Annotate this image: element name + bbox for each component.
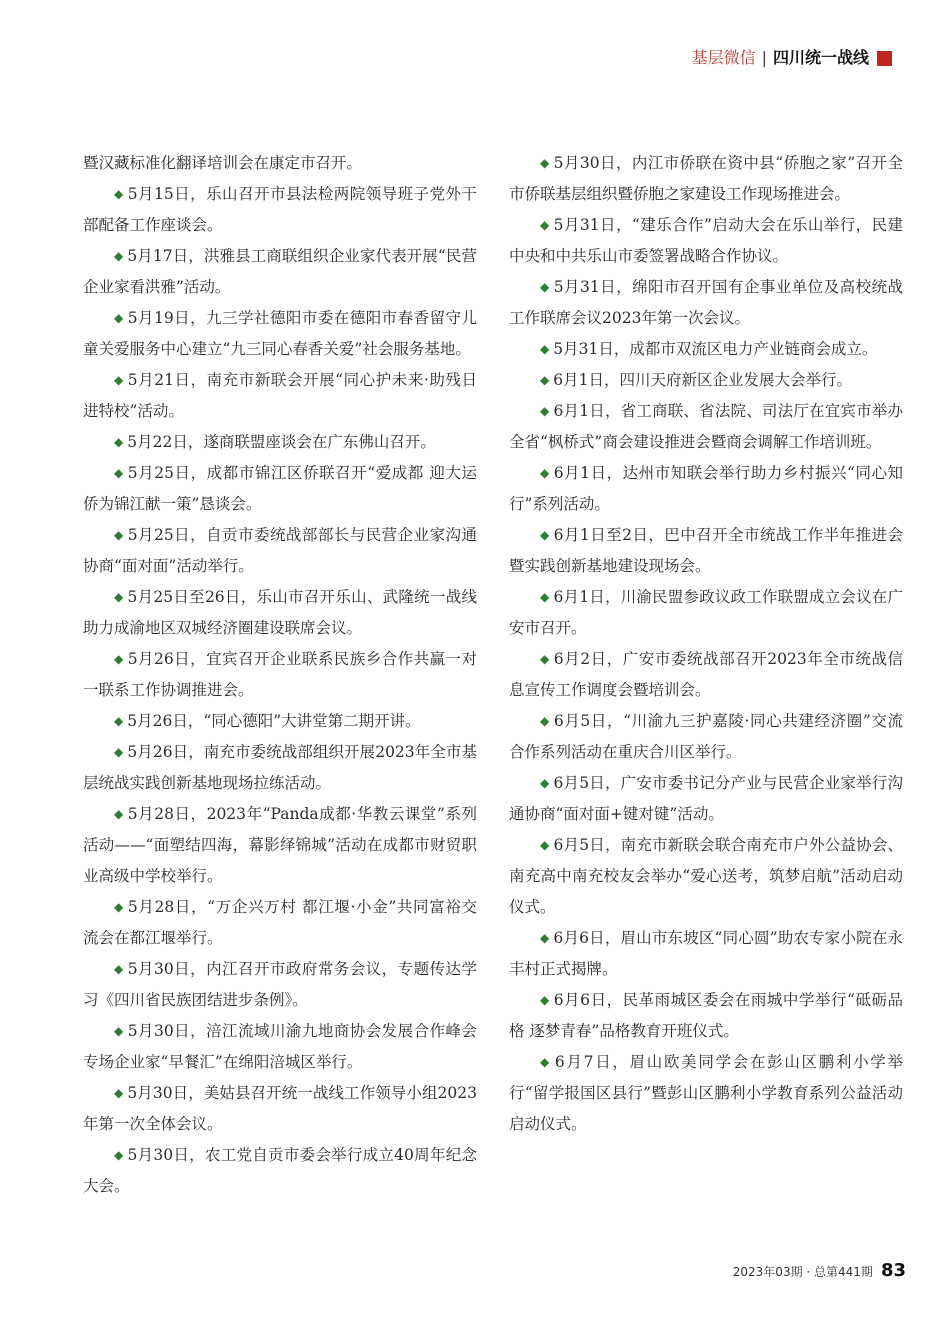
- diamond-bullet-icon: ◆: [114, 435, 124, 449]
- diamond-bullet-icon: ◆: [540, 280, 550, 294]
- news-item: ◆ 5月22日，遂商联盟座谈会在广东佛山召开。: [114, 433, 436, 451]
- news-item: ◆ 5月19日，九三学社德阳市委在德阳市春香留守儿童关爱服务中心建立“九三同心春香关爱”社会服务基地。: [83, 309, 477, 358]
- page-footer: [733, 1260, 906, 1281]
- continuation-text: 暨汉藏标准化翻译培训会在康定市召开。: [83, 154, 363, 172]
- diamond-bullet-icon: ◆: [540, 714, 550, 728]
- news-item: ◆ 5月31日，“建乐合作”启动大会在乐山举行，民建中央和中共乐山市委签署战略合作协议。: [509, 216, 903, 265]
- diamond-bullet-icon: ◆: [114, 373, 124, 387]
- diamond-bullet-icon: ◆: [540, 404, 550, 418]
- news-item: ◆ 6月1日至2日，巴中召开全市统战工作半年推进会暨实践创新基地建设现场会。: [509, 526, 903, 575]
- news-item: ◆ 6月7日，眉山欧美同学会在彭山区鹏利小学举行“留学报国区县行”暨彭山区鹏利小学教育系列公益活动启动仪式。: [509, 1053, 903, 1133]
- news-item: ◆ 6月5日，广安市委书记分产业与民营企业家举行沟通协商“面对面+键对键”活动。: [509, 774, 903, 823]
- news-item: ◆ 6月1日，四川天府新区企业发展大会举行。: [540, 371, 852, 389]
- diamond-bullet-icon: ◆: [114, 962, 124, 976]
- news-item: ◆ 5月25日至26日，乐山市召开乐山、武隆统一战线助力成渝地区双城经济圈建设联席会议。: [83, 588, 477, 637]
- diamond-bullet-icon: ◆: [540, 373, 550, 387]
- news-item: ◆ 5月25日，自贡市委统战部部长与民营企业家沟通协商“面对面”活动举行。: [83, 526, 477, 575]
- diamond-bullet-icon: ◆: [540, 528, 550, 542]
- diamond-bullet-icon: ◆: [540, 590, 550, 604]
- diamond-bullet-icon: ◆: [540, 652, 550, 666]
- news-item: ◆ 5月21日，南充市新联会开展“同心护未来·助残日进特校”活动。: [83, 371, 478, 420]
- right-column: [509, 148, 903, 1140]
- news-item: ◆ 5月28日，“万企兴万村 都江堰·小金”共同富裕交流会在都江堰举行。: [83, 898, 477, 947]
- diamond-bullet-icon: ◆: [114, 1024, 124, 1038]
- diamond-bullet-icon: ◆: [114, 528, 124, 542]
- diamond-bullet-icon: ◆: [540, 1055, 551, 1069]
- news-item: ◆ 5月15日，乐山召开市县法检两院领导班子党外干部配备工作座谈会。: [83, 185, 477, 234]
- diamond-bullet-icon: ◆: [540, 993, 550, 1007]
- news-item: ◆ 6月5日，“川渝九三护嘉陵·同心共建经济圈”交流合作系列活动在重庆合川区举行。: [509, 712, 903, 761]
- diamond-bullet-icon: ◆: [540, 931, 550, 945]
- diamond-bullet-icon: ◆: [114, 652, 124, 666]
- publication-name: 四川统一战线: [772, 48, 869, 67]
- diamond-bullet-icon: ◆: [540, 466, 550, 480]
- news-item: ◆ 6月1日，省工商联、省法院、司法厅在宜宾市举办全省“枫桥式”商会建设推进会暨商会调解工作培训班。: [509, 402, 903, 451]
- news-item: ◆ 5月30日，内江市侨联在资中县“侨胞之家”召开全市侨联基层组织暨侨胞之家建设工作现场推进会。: [509, 154, 903, 203]
- news-item: ◆ 5月25日，成都市锦江区侨联召开“爱成都 迎大运 侨为锦江献一策”恳谈会。: [83, 464, 478, 513]
- section-label: 基层微信: [691, 48, 756, 67]
- header-separator: |: [761, 48, 767, 67]
- diamond-bullet-icon: ◆: [114, 745, 124, 759]
- diamond-bullet-icon: ◆: [540, 776, 550, 790]
- page-header: [692, 46, 892, 70]
- news-item: ◆ 5月30日，涪江流域川渝九地商协会发展合作峰会专场企业家“早餐汇”在绵阳涪城区举行。: [83, 1022, 477, 1071]
- diamond-bullet-icon: ◆: [540, 156, 550, 170]
- news-item: ◆ 5月17日，洪雅县工商联组织企业家代表开展“民营企业家看洪雅”活动。: [83, 247, 477, 296]
- diamond-bullet-icon: ◆: [540, 838, 550, 852]
- diamond-bullet-icon: ◆: [114, 311, 124, 325]
- news-item: ◆ 6月1日，达州市知联会举行助力乡村振兴“同心知行”系列活动。: [509, 464, 903, 513]
- diamond-bullet-icon: ◆: [114, 714, 124, 728]
- news-item: ◆ 6月5日，南充市新联会联合南充市户外公益协会、南充高中南充校友会举办“爱心送考，筑梦启航”活动启动仪式。: [509, 836, 903, 916]
- news-item: ◆ 5月30日，美姑县召开统一战线工作领导小组2023年第一次全体会议。: [83, 1084, 477, 1133]
- news-item: ◆ 5月26日，南充市委统战部组织开展2023年全市基层统战实践创新基地现场拉练活动。: [83, 743, 477, 792]
- left-column: [83, 148, 477, 1202]
- diamond-bullet-icon: ◆: [114, 1086, 124, 1100]
- diamond-bullet-icon: ◆: [540, 218, 550, 232]
- news-item: ◆ 6月2日，广安市委统战部召开2023年全市统战信息宣传工作调度会暨培训会。: [509, 650, 903, 699]
- news-item: ◆ 5月31日，绵阳市召开国有企事业单位及高校统战工作联席会议2023年第一次会议。: [509, 278, 903, 327]
- brand-square-icon: [877, 51, 892, 66]
- diamond-bullet-icon: ◆: [114, 590, 124, 604]
- diamond-bullet-icon: ◆: [114, 249, 124, 263]
- diamond-bullet-icon: ◆: [114, 187, 124, 201]
- diamond-bullet-icon: ◆: [114, 1148, 124, 1162]
- diamond-bullet-icon: ◆: [540, 342, 550, 356]
- news-item: ◆ 5月26日，宜宾召开企业联系民族乡合作共赢一对一联系工作协调推进会。: [83, 650, 477, 699]
- news-item: ◆ 6月6日，眉山市东坡区“同心圆”助农专家小院在永丰村正式揭牌。: [509, 929, 903, 978]
- news-item: ◆ 6月1日，川渝民盟参政议政工作联盟成立会议在广安市召开。: [509, 588, 903, 637]
- news-item: ◆ 6月6日，民革雨城区委会在雨城中学举行“砥砺品格 逐梦青春”品格教育开班仪式。: [509, 991, 903, 1040]
- diamond-bullet-icon: ◆: [114, 466, 124, 480]
- news-item: ◆ 5月26日，“同心德阳”大讲堂第二期开讲。: [114, 712, 421, 730]
- diamond-bullet-icon: ◆: [114, 900, 124, 914]
- news-item: ◆ 5月30日，农工党自贡市委会举行成立40周年纪念大会。: [83, 1146, 477, 1195]
- news-item: ◆ 5月30日，内江召开市政府常务会议，专题传达学习《四川省民族团结进步条例》。: [83, 960, 477, 1009]
- page-number: 83: [880, 1260, 906, 1281]
- news-item: ◆ 5月31日，成都市双流区电力产业链商会成立。: [540, 340, 878, 358]
- news-item: ◆ 5月28日，2023年“Panda成都·华教云课堂”系列活动——“面塑结四海，幕影绎锦城”活动在成都市财贸职业高级中学校举行。: [83, 805, 477, 885]
- diamond-bullet-icon: ◆: [114, 807, 124, 821]
- issue-label: 2023年03期 · 总第441期: [732, 1265, 873, 1279]
